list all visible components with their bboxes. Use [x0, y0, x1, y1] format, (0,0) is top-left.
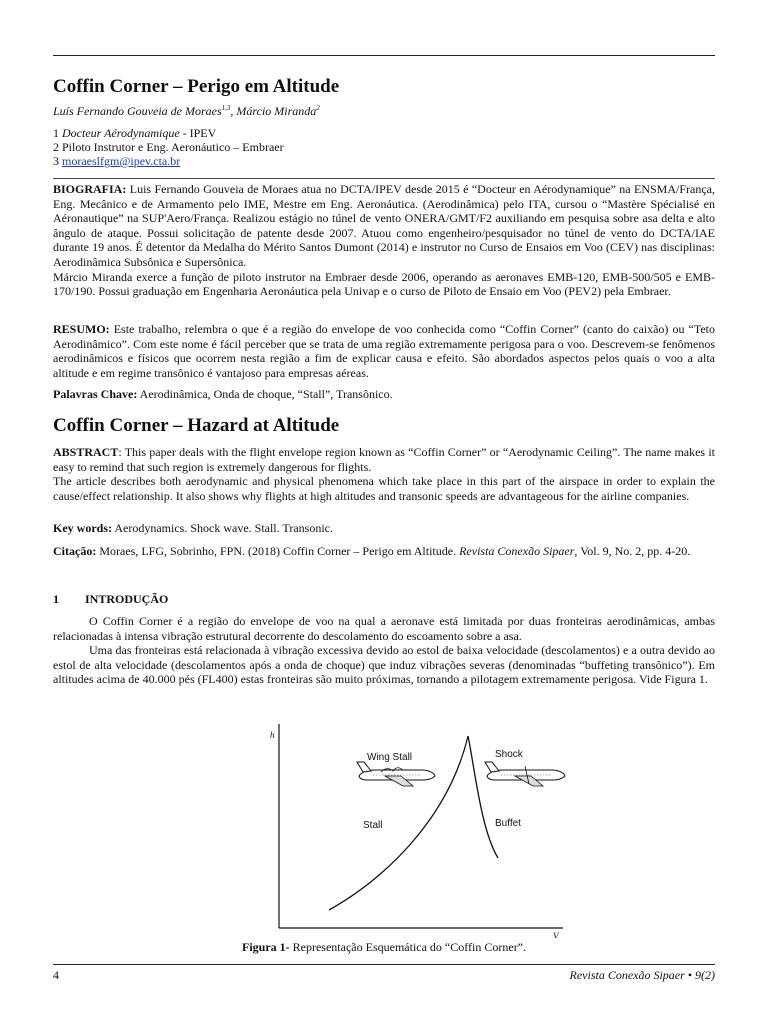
affiliation-1-org: - IPEV	[179, 126, 217, 140]
y-axis-label: h	[270, 730, 275, 740]
section-title: INTRODUÇÃO	[85, 592, 169, 606]
footer-journal: Revista Conexão Sipaer • 9(2)	[569, 968, 715, 982]
citation-journal: Revista Conexão Sipaer	[459, 544, 575, 558]
affiliation-1	[53, 126, 284, 140]
palavras-chave-label: Palavras Chave:	[53, 387, 138, 401]
wing-stall-label: Wing Stall	[367, 752, 413, 763]
affiliation-1-title: Docteur Aérodynamique	[62, 126, 180, 140]
email-link[interactable]: moraeslfgm@ipev.cta.br	[62, 154, 181, 168]
biography-text: Luis Fernando Gouveia de Moraes atua no DCTA/IPEV desde 2015 é “Docteur en Aérodynamique” na ENSMA/França, Eng. Mecânico e de Armamento pelo IME, Mestre em Eng. Aeronáutica. (Aerodinâmica) pelo ITA, cursou o “Mastère Spécialisé en Aéronautique” na SUP'Aero/França. Realizou estágio no túnel de vento ONERA/GMT/F2 auxiliando em pesquisa sobre asa delta e alto ângulo de ataque. Possui solicitação de patente desde 2007. Atuou como engenheiro/pesquisador no túnel de vento do DCTA/IAE durante 19 anos. É detentor da Medalha do Mérito Santos Dumont (2014) e instrutor no Curso de Ensaios em Voo (CEV) nas disciplinas: Aerodinâmica Subsônica e Supersônica.	[53, 182, 716, 269]
key-words-text: Aerodynamics. Shock wave. Stall. Transonic.	[114, 521, 333, 535]
affiliations	[53, 126, 284, 168]
page-number: 4	[53, 968, 59, 982]
citation-text: Moraes, LFG, Sobrinho, FPN. (2018) Coffin Corner – Perigo em Altitude.	[99, 544, 457, 558]
figure-caption	[53, 940, 715, 955]
author-2: Márcio Miranda	[236, 104, 317, 118]
biography	[53, 182, 715, 299]
affiliation-1-number: 1	[53, 126, 59, 140]
title-english: Coffin Corner – Hazard at Altitude	[53, 415, 340, 436]
airplane-wing-stall-icon	[357, 762, 435, 786]
x-axis-label: V	[553, 931, 559, 938]
affiliation-3-number: 3	[53, 154, 59, 168]
author-2-affil: 2	[316, 104, 320, 112]
buffet-boundary-curve	[468, 736, 498, 858]
author-1-affil: 1,3	[221, 104, 231, 112]
buffet-label: Buffet	[495, 818, 521, 829]
affiliation-rule	[53, 178, 715, 179]
stall-label: Stall	[363, 820, 383, 831]
abstract	[53, 445, 715, 503]
palavras-chave-text: Aerodinâmica, Onda de choque, “Stall”, Transônico.	[139, 387, 393, 401]
paper-page	[53, 0, 715, 1024]
key-words-label: Key words:	[53, 521, 112, 535]
citation	[53, 544, 715, 559]
resumo-text: Este trabalho, relembra o que é a região do envelope de voo conhecida como “Coffin Corner” (canto do caixão) ou “Teto Aerodinâmico”. Com este nome é fácil perceber que se trata de uma região extremamente perigosa para o voo. Descrevem-se fenômenos aerodinâmicos e físicos que ocorrem nesta região a fim de explicar causa e efeito. São abordados aspectos pelos quais o voo a alta altitude e em regime transônico é vantajoso para empresas aéreas.	[53, 322, 715, 380]
coffin-corner-figure	[263, 710, 593, 938]
footer-rule	[53, 964, 715, 965]
resumo	[53, 322, 715, 380]
abstract-text: : This paper deals with the flight envelope region known as “Coffin Corner” or “Aerodynamic Ceiling”. The name makes it easy to remind that such region is extremely dangerous for flights.	[53, 445, 715, 474]
shock-label: Shock	[495, 749, 523, 760]
biography-paragraph-2: Márcio Miranda exerce a função de piloto instrutor na Embraer desde 2006, operando as aeronaves EMB-120, EMB-500/505 e EMB-170/190. Possui graduação em Engenharia Aeronáutica pela Univap e o curso de Piloto de Ensaio em Voo (PEV2) pela Embraer.	[53, 269, 715, 299]
title-portuguese: Coffin Corner – Perigo em Altitude	[53, 76, 340, 97]
abstract-paragraph-1	[53, 445, 715, 474]
header-rule	[53, 55, 715, 56]
airplane-shock-icon	[485, 762, 565, 786]
biography-label: BIOGRAFIA:	[53, 182, 127, 196]
affiliation-3	[53, 154, 284, 168]
author-1: Luís Fernando Gouveia de Moraes	[53, 104, 222, 118]
citation-volume: , Vol. 9, No. 2, pp. 4-20.	[574, 544, 691, 558]
palavras-chave	[53, 387, 715, 402]
citation-label: Citação:	[53, 544, 97, 558]
abstract-label: ABSTRACT	[53, 445, 119, 459]
intro-paragraph-1: O Coffin Corner é a região do envelope de voo na qual a aeronave está limitada por duas fronteiras aerodinâmicas, ambas relacionadas à intensa vibração estrutural decorrente do descolamento do escoamento sobre a asa.	[53, 614, 715, 643]
figure-caption-text: Representação Esquemática do “Coffin Corner”.	[289, 940, 527, 954]
intro-paragraph-2: Uma das fronteiras está relacionada à vibração excessiva devido ao estol de baixa velocidade (descolamentos) e a outra devido ao estol de alta velocidade (descolamentos após a onda de choque) que induz vibrações severas (denominadas “buffeting transônico”). Em altitudes acima de 40.000 pés (FL400) estas fronteiras são muito próximas, tornando a pilotagem extremamente perigosa. Vide Figura 1.	[53, 643, 715, 687]
figure-caption-label: Figura 1-	[241, 940, 290, 954]
section-heading	[53, 592, 168, 607]
resumo-label: RESUMO:	[53, 322, 110, 336]
introduction	[53, 614, 715, 687]
abstract-paragraph-2: The article describes both aerodynamic and physical phenomena which take place in this part of the airspace in order to explain the cause/effect relationship. It also shows why flights at high altitudes and transonic speeds are advantageous for the airline companies.	[53, 474, 715, 503]
biography-paragraph-1	[53, 182, 715, 270]
section-number: 1	[53, 592, 59, 606]
author-separator: ,	[230, 104, 237, 118]
author-line	[53, 104, 320, 119]
key-words	[53, 521, 715, 536]
affiliation-2: 2 Piloto Instrutor e Eng. Aeronáutico – Embraer	[53, 140, 284, 154]
